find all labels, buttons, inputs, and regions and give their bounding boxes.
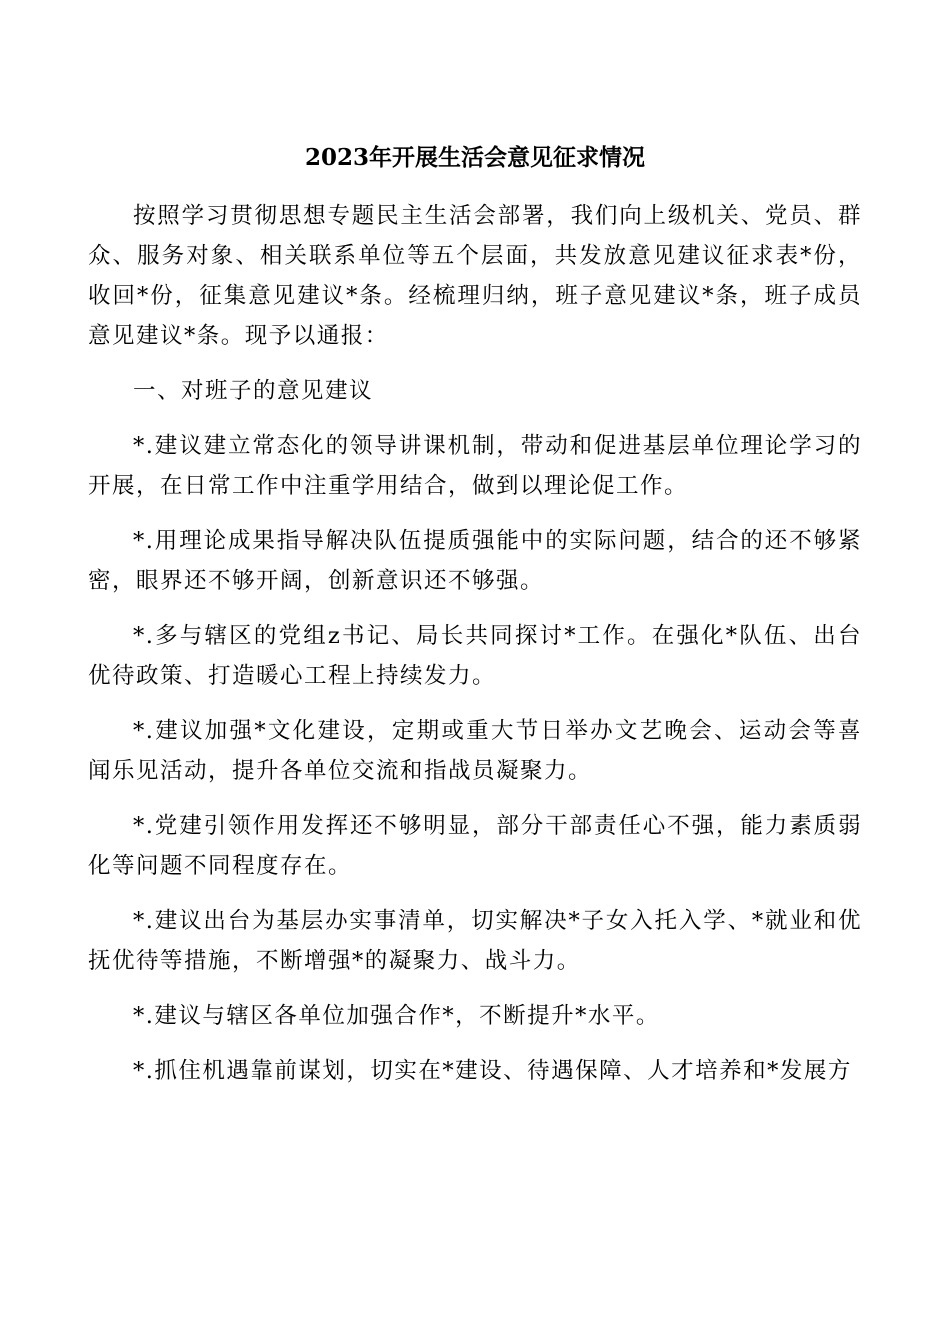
- list-item: *.抓住机遇靠前谋划，切实在*建设、待遇保障、人才培养和*发展方: [133, 1058, 852, 1084]
- document-title: 2023年开展生活会意见征求情况: [304, 144, 645, 171]
- list-item: *.建议出台为基层办实事清单，切实解决*子女入托入学、*就业和优抚优待等措施，不断增强*的凝聚力、战斗力。: [88, 908, 862, 974]
- document-body: [88, 196, 862, 1106]
- list-item: *.党建引领作用发挥还不够明显，部分干部责任心不强，能力素质弱化等问题不同程度存在。: [88, 813, 862, 879]
- list-item: *.多与辖区的党组z书记、局长共同探讨*工作。在强化*队伍、出台优待政策、打造暖心工程上持续发力。: [88, 623, 862, 689]
- paragraph-intro: 按照学习贯彻思想专题民主生活会部署，我们向上级机关、党员、群众、服务对象、相关联系单位等五个层面，共发放意见建议征求表*份，收回*份，征集意见建议*条。经梳理归纳，班子意见建议*条，班子成员意见建议*条。现予以通报：: [88, 203, 862, 349]
- list-item: *.建议与辖区各单位加强合作*，不断提升*水平。: [133, 1003, 660, 1029]
- section-heading: 一、对班子的意见建议: [133, 378, 374, 404]
- list-item: *.建议加强*文化建设，定期或重大节日举办文艺晚会、运动会等喜闻乐见活动，提升各单位交流和指战员凝聚力。: [88, 718, 862, 784]
- list-item: *.建议建立常态化的领导讲课机制，带动和促进基层单位理论学习的开展，在日常工作中注重学用结合，做到以理论促工作。: [88, 433, 862, 499]
- list-item: *.用理论成果指导解决队伍提质强能中的实际问题，结合的还不够紧密，眼界还不够开阔，创新意识还不够强。: [88, 528, 862, 594]
